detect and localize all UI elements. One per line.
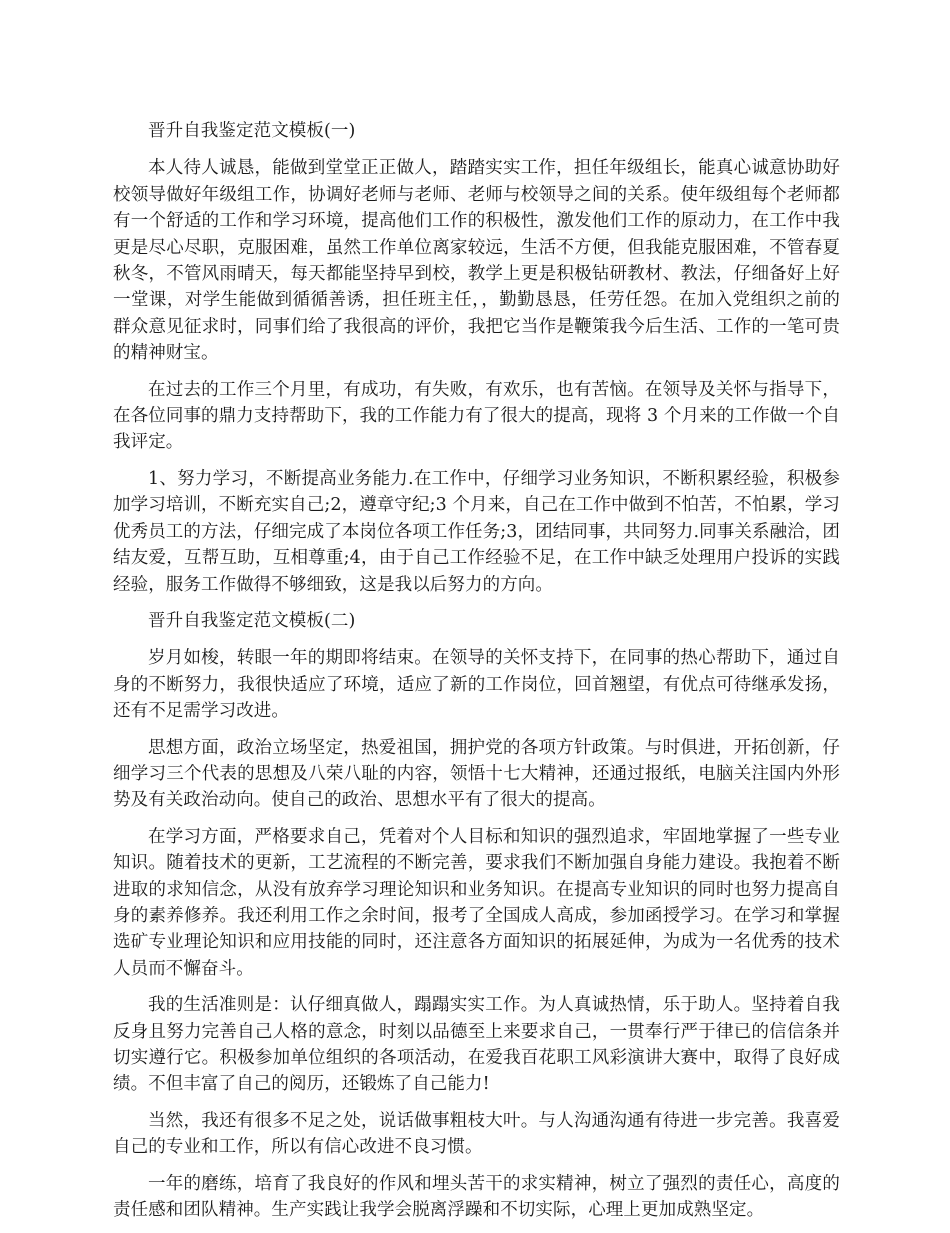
paragraph-7: 我的生活准则是：认仔细真做人，蹋蹋实实工作。为人真诚热情，乐于助人。坚持着自我反身且努力完善自己人格的意念，时刻以品德至上来要求自己，一贯奉行严于律已的信信条并切实遵行它。积极参加单位组织的各项活动，在爱我百花职工风彩演讲大赛中，取得了良好成绩。不但丰富了自己的阅历，还锻炼了自己能力! — [113, 995, 840, 1095]
paragraph-8: 当然，我还有很多不足之处，说话做事粗枝大叶。与人沟通沟通有待进一步完善。我喜爱自己的专业和工作，所以有信心改进不良习惯。 — [113, 1110, 840, 1158]
paragraph-1: 本人待人诚恳，能做到堂堂正正做人，踏踏实实工作，担任年级组长，能真心诚意协助好校领导做好年级组工作，协调好老师与老师、老师与校领导之间的关系。使年级组每个老师都有一个舒适的工作和学习环境，提高他们工作的积极性，激发他们工作的原动力，在工作中我更是尽心尽职，克服困难，虽然工作单位离家较远，生活不方便，但我能克服困难，不管春夏秋冬，不管风雨晴天，每天都能坚持早到校，教学上更是积极钻研教材、教法，仔细备好上好一堂课，对学生能做到循循善诱，担任班主任，，勤勤恳恳，任劳任怨。在加入党组织之前的群众意见征求时，同事们给了我很高的评价，我把它当作是鞭策我今后生活、工作的一笔可贵的精神财宝。 — [113, 158, 840, 364]
paragraph-5: 思想方面，政治立场坚定，热爱祖国，拥护党的各项方针政策。与时俱进，开拓创新，仔细学习三个代表的思想及八荣八耻的内容，领悟十七大精神，还通过报纸，电脑关注国内外形势及有关政治动向。使自己的政治、思想水平有了很大的提高。 — [113, 737, 840, 811]
section-title-1: 晋升自我鉴定范文模板(一) — [148, 121, 356, 141]
paragraph-3: 1、努力学习，不断提高业务能力.在工作中，仔细学习业务知识，不断积累经验，积极参加学习培训，不断充实自己;2，遵章守纪;3 个月来，自己在工作中做到不怕苦，不怕累，学习优秀员工的方法，仔细完成了本岗位各项工作任务;3，团结同事，共同努力.同事关系融洽，团结友爱，互帮互助，互相尊重;4，由于自己工作经验不足，在工作中缺乏处理用户投诉的实践经验，服务工作做得不够细致，这是我以后努力的方向。 — [113, 468, 840, 595]
document-page — [113, 118, 840, 1233]
paragraph-9: 一年的磨练，培育了我良好的作风和埋头苦干的求实精神，树立了强烈的责任心，高度的责任感和团队精神。生产实践让我学会脱离浮躁和不切实际，心理上更加成熟坚定。 — [113, 1173, 840, 1221]
paragraph-6: 在学习方面，严格要求自己，凭着对个人目标和知识的强烈追求，牢固地掌握了一些专业知识。随着技术的更新，工艺流程的不断完善，要求我们不断加强自身能力建设。我抱着不断进取的求知信念，从没有放弃学习理论知识和业务知识。在提高专业知识的同时也努力提高自身的素养修养。我还利用工作之余时间，报考了全国成人高成，参加函授学习。在学习和掌握选矿专业理论知识和应用技能的同时，还注意各方面知识的拓展延伸，为成为一名优秀的技术人员而不懈奋斗。 — [113, 826, 840, 979]
paragraph-4: 岁月如梭，转眼一年的期即将结束。在领导的关怀支持下，在同事的热心帮助下，通过自身的不断努力，我很快适应了环境，适应了新的工作岗位，回首翘望，有优点可待继承发扬，还有不足需学习改进。 — [113, 648, 840, 722]
paragraph-2: 在过去的工作三个月里，有成功，有失败，有欢乐，也有苦恼。在领导及关怀与指导下，在各位同事的鼎力支持帮助下，我的工作能力有了很大的提高，现将 3 个月来的工作做一个自我评定。 — [113, 379, 840, 453]
section-title-2: 晋升自我鉴定范文模板(二) — [148, 610, 356, 631]
